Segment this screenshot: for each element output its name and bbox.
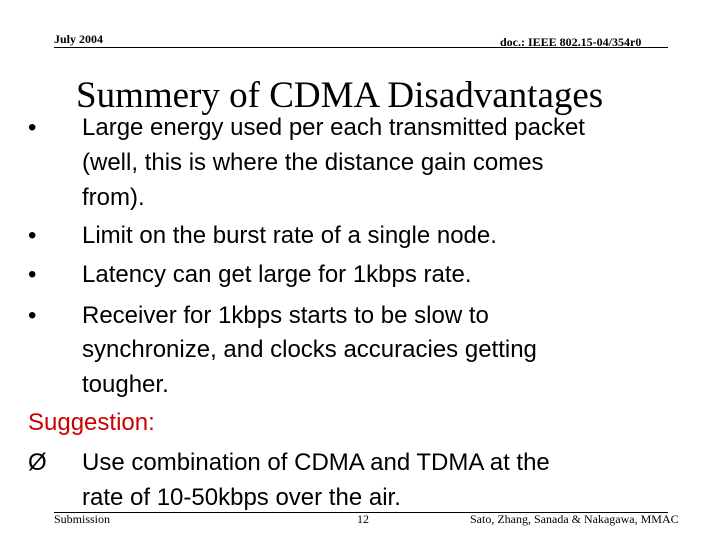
bullet-marker: • (28, 302, 37, 329)
bullet-1-continuation: from). (82, 184, 145, 211)
bullet-1-continuation: (well, this is where the distance gain comes (82, 149, 544, 176)
bullet-text: Large energy used per each transmitted packet (82, 114, 585, 141)
header-date: July 2004 (54, 32, 104, 46)
bullet-marker: • (28, 222, 37, 249)
bullet-text: Latency can get large for 1kbps rate. (82, 261, 472, 288)
bullet-marker: • (28, 261, 37, 288)
bullet-marker: • (28, 114, 37, 141)
suggestion-label: Suggestion: (28, 409, 155, 436)
footer-page-number: 12 (357, 512, 369, 526)
suggestion-text: Use combination of CDMA and TDMA at the (82, 449, 550, 476)
header-doc-id: doc.: IEEE 802.15-04/354r0 (500, 35, 642, 49)
footer-submission: Submission (54, 512, 111, 526)
bullet-text: Limit on the burst rate of a single node. (82, 222, 497, 249)
bullet-4-continuation: tougher. (82, 371, 169, 398)
bullet-4-continuation: synchronize, and clocks accuracies getting (82, 336, 537, 363)
slide-title: Summery of CDMA Disadvantages (76, 75, 604, 116)
suggestion-continuation: rate of 10-50kbps over the air. (82, 484, 401, 511)
bullet-text: Receiver for 1kbps starts to be slow to (82, 302, 489, 329)
header-rule (54, 47, 668, 48)
arrow-bullet-icon: Ø (28, 449, 47, 476)
footer-authors: Sato, Zhang, Sanada & Nakagawa, MMAC (470, 512, 679, 526)
